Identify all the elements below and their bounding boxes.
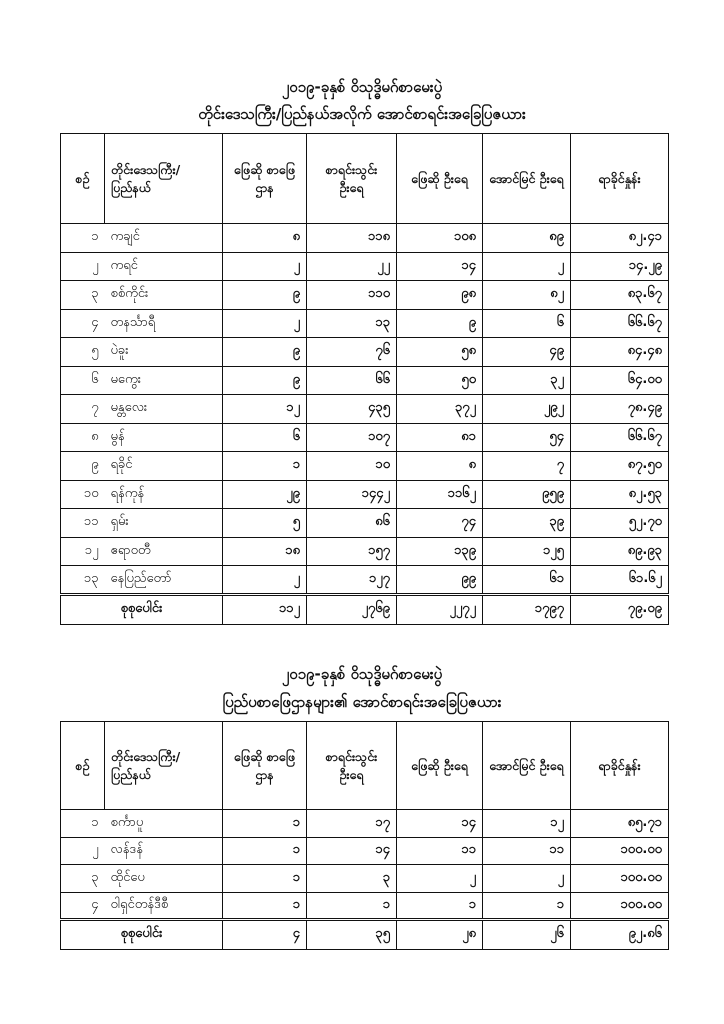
cell-sat: ၅၈ <box>397 338 483 367</box>
table-row <box>61 865 669 893</box>
table2 <box>60 721 669 950</box>
cell-registered: ၁၃ <box>307 309 397 338</box>
table-row <box>61 338 669 367</box>
header-percent: ရာခိုင်နှုန်း <box>571 134 669 224</box>
row-number: ၄ <box>61 309 105 338</box>
cell-percent: ၈၂.၄၁ <box>571 224 669 253</box>
header-region: တိုင်းဒေသကြီး/ ပြည်နယ် <box>105 134 223 224</box>
cell-registered: ၁၄၄၂ <box>307 480 397 509</box>
cell-sat: ၉ <box>397 309 483 338</box>
cell-sat: ၁၁၆၂ <box>397 480 483 509</box>
table2-title-line1: ၂၀၁၉-ခုနှစ် ဝိသုဒ္ဓိမဂ်စာမေးပွဲ <box>281 665 443 683</box>
table-row <box>61 537 669 566</box>
cell-percent: ၁၄.၂၉ <box>571 252 669 281</box>
cell-centers: ၁၈ <box>223 537 307 566</box>
region-name: မန္တလေး <box>105 395 223 424</box>
table-row <box>61 480 669 509</box>
total-passed: ၂၆ <box>483 920 571 950</box>
header-region: တိုင်းဒေသကြီး/ ပြည်နယ် <box>105 722 223 810</box>
region-name: လန်ဒန် <box>105 837 223 865</box>
cell-passed: ၄၉ <box>483 338 571 367</box>
cell-percent: ၁၀၀.၀၀ <box>571 837 669 865</box>
header-sat: ဖြေဆို ဦးရေ <box>397 134 483 224</box>
cell-passed: ၉၅၉ <box>483 480 571 509</box>
cell-centers: ၂ <box>223 252 307 281</box>
total-sat: ၂၈ <box>397 920 483 950</box>
cell-sat: ၈၁ <box>397 423 483 452</box>
cell-centers: ၁ <box>223 452 307 481</box>
region-name: ကချင် <box>105 224 223 253</box>
cell-percent: ၆၄.၀၀ <box>571 366 669 395</box>
table2-title-line2: ပြည်ပစာဖြေဌာနများ၏ အောင်စာရင်းအခြေပြဇယား <box>222 693 502 711</box>
table1-header-row <box>61 134 669 224</box>
region-name: မွန် <box>105 423 223 452</box>
cell-passed: ၂၉၂ <box>483 395 571 424</box>
row-number: ၁၂ <box>61 537 105 566</box>
cell-registered: ၈၆ <box>307 509 397 538</box>
region-name: နေပြည်တော် <box>105 566 223 595</box>
table2-header-row <box>61 722 669 810</box>
cell-centers: ၁ <box>223 810 307 838</box>
cell-registered: ၁၂၇ <box>307 566 397 595</box>
row-number: ၃ <box>61 865 105 893</box>
cell-percent: ၈၃.၆၇ <box>571 281 669 310</box>
cell-registered: ၁၁၀ <box>307 281 397 310</box>
header-registered: စာရင်းသွင်း ဦးရေ <box>307 722 397 810</box>
row-number: ၃ <box>61 281 105 310</box>
table-row <box>61 509 669 538</box>
table-row <box>61 224 669 253</box>
region-name: စစ်ကိုင်း <box>105 281 223 310</box>
cell-sat: ၅၀ <box>397 366 483 395</box>
table-row <box>61 309 669 338</box>
row-number: ၁၁ <box>61 509 105 538</box>
total-percent: ၇၉.၀၉ <box>571 594 669 625</box>
cell-centers: ၉ <box>223 366 307 395</box>
cell-registered: ၁၀၇ <box>307 423 397 452</box>
total-row <box>61 594 669 625</box>
cell-sat: ၁ <box>397 892 483 920</box>
cell-centers: ၉ <box>223 281 307 310</box>
table1 <box>60 133 669 625</box>
cell-registered: ၁ <box>307 892 397 920</box>
row-number: ၉ <box>61 452 105 481</box>
table-row <box>61 366 669 395</box>
region-name: ဧရာဝတီ <box>105 537 223 566</box>
header-centers: ဖြေဆို စာဖြေ ဌာန <box>223 134 307 224</box>
cell-registered: ၃ <box>307 865 397 893</box>
cell-sat: ၁၀၈ <box>397 224 483 253</box>
row-number: ၂ <box>61 252 105 281</box>
row-number: ၄ <box>61 892 105 920</box>
total-registered: ၃၅ <box>307 920 397 950</box>
cell-passed: ၅၄ <box>483 423 571 452</box>
header-no: စဉ် <box>61 722 105 810</box>
cell-registered: ၆၆ <box>307 366 397 395</box>
header-percent: ရာခိုင်နှုန်း <box>571 722 669 810</box>
cell-sat: ၂ <box>397 865 483 893</box>
total-sat: ၂၂၇၂ <box>397 594 483 625</box>
row-number: ၈ <box>61 423 105 452</box>
cell-sat: ၁၄ <box>397 252 483 281</box>
header-passed: အောင်မြင် ဦးရေ <box>483 722 571 810</box>
table1-title-line1: ၂၀၁၉-ခုနှစ် ဝိသုဒ္ဓိမဂ်စာမေးပွဲ <box>281 78 443 96</box>
cell-sat: ၇၄ <box>397 509 483 538</box>
cell-passed: ၆၁ <box>483 566 571 595</box>
table-row <box>61 281 669 310</box>
total-passed: ၁၇၉၇ <box>483 594 571 625</box>
table-row <box>61 892 669 920</box>
cell-sat: ၁၃၉ <box>397 537 483 566</box>
table-row <box>61 252 669 281</box>
total-centers: ၄ <box>223 920 307 950</box>
cell-percent: ၁၀၀.၀၀ <box>571 865 669 893</box>
cell-centers: ၁ <box>223 865 307 893</box>
cell-centers: ၅ <box>223 509 307 538</box>
table-row <box>61 810 669 838</box>
cell-percent: ၈၄.၄၈ <box>571 338 669 367</box>
total-registered: ၂၇၆၉ <box>307 594 397 625</box>
table-row <box>61 837 669 865</box>
table-row <box>61 566 669 595</box>
cell-percent: ၇၈.၄၉ <box>571 395 669 424</box>
region-name: တနင်္သာရီ <box>105 309 223 338</box>
total-percent: ၉၂.၈၆ <box>571 920 669 950</box>
total-centers: ၁၁၂ <box>223 594 307 625</box>
region-name: ပဲခူး <box>105 338 223 367</box>
cell-registered: ၂၂ <box>307 252 397 281</box>
cell-percent: ၆၁.၆၂ <box>571 566 669 595</box>
row-number: ၇ <box>61 395 105 424</box>
cell-percent: ၈၂.၅၃ <box>571 480 669 509</box>
cell-sat: ၈ <box>397 452 483 481</box>
cell-registered: ၁၀ <box>307 452 397 481</box>
cell-percent: ၈၅.၇၁ <box>571 810 669 838</box>
cell-passed: ၂ <box>483 252 571 281</box>
cell-passed: ၇ <box>483 452 571 481</box>
cell-registered: ၄၃၅ <box>307 395 397 424</box>
cell-passed: ၈၉ <box>483 224 571 253</box>
cell-passed: ၈၂ <box>483 281 571 310</box>
cell-registered: ၁၁၈ <box>307 224 397 253</box>
region-name: ကရင် <box>105 252 223 281</box>
cell-percent: ၁၀၀.၀၀ <box>571 892 669 920</box>
table-row <box>61 423 669 452</box>
row-number: ၅ <box>61 338 105 367</box>
cell-centers: ၁၂ <box>223 395 307 424</box>
cell-centers: ၂ <box>223 309 307 338</box>
cell-registered: ၁၄ <box>307 837 397 865</box>
table-row <box>61 452 669 481</box>
row-number: ၆ <box>61 366 105 395</box>
row-number: ၁ <box>61 224 105 253</box>
header-sat: ဖြေဆို ဦးရေ <box>397 722 483 810</box>
cell-passed: ၁၂၅ <box>483 537 571 566</box>
region-name: ထိုင်ပေ <box>105 865 223 893</box>
cell-registered: ၁၇ <box>307 810 397 838</box>
cell-registered: ၁၅၇ <box>307 537 397 566</box>
cell-passed: ၁ <box>483 892 571 920</box>
cell-sat: ၁၁ <box>397 837 483 865</box>
region-name: စင်္ကာပူ <box>105 810 223 838</box>
cell-percent: ၆၆.၆၇ <box>571 309 669 338</box>
table-row <box>61 395 669 424</box>
cell-centers: ၈ <box>223 224 307 253</box>
row-number: ၁ <box>61 810 105 838</box>
region-name: ဝါရှင်တန်ဒီစီ <box>105 892 223 920</box>
cell-passed: ၁၁ <box>483 837 571 865</box>
cell-centers: ၉ <box>223 338 307 367</box>
row-number: ၂ <box>61 837 105 865</box>
row-number: ၁၃ <box>61 566 105 595</box>
cell-centers: ၁ <box>223 837 307 865</box>
cell-passed: ၃၂ <box>483 366 571 395</box>
header-no: စဉ် <box>61 134 105 224</box>
cell-centers: ၂ <box>223 566 307 595</box>
cell-percent: ၆၆.၆၇ <box>571 423 669 452</box>
total-row <box>61 920 669 950</box>
total-label: စုစုပေါင်း <box>61 594 223 625</box>
cell-percent: ၅၂.၇၀ <box>571 509 669 538</box>
region-name: မကွေး <box>105 366 223 395</box>
cell-centers: ၆ <box>223 423 307 452</box>
header-passed: အောင်မြင် ဦးရေ <box>483 134 571 224</box>
cell-sat: ၃၇၂ <box>397 395 483 424</box>
cell-sat: ၉၈ <box>397 281 483 310</box>
header-registered: စာရင်းသွင်း ဦးရေ <box>307 134 397 224</box>
cell-registered: ၇၆ <box>307 338 397 367</box>
cell-sat: ၁၄ <box>397 810 483 838</box>
cell-passed: ၁၂ <box>483 810 571 838</box>
region-name: ရခိုင် <box>105 452 223 481</box>
cell-passed: ၂ <box>483 865 571 893</box>
total-label: စုစုပေါင်း <box>61 920 223 950</box>
cell-percent: ၈၉.၉၃ <box>571 537 669 566</box>
cell-centers: ၂၉ <box>223 480 307 509</box>
row-number: ၁၀ <box>61 480 105 509</box>
cell-passed: ၆ <box>483 309 571 338</box>
cell-centers: ၁ <box>223 892 307 920</box>
cell-percent: ၈၇.၅၀ <box>571 452 669 481</box>
header-centers: ဖြေဆို စာဖြေ ဌာန <box>223 722 307 810</box>
region-name: ရန်ကုန် <box>105 480 223 509</box>
table1-title-line2: တိုင်းဒေသကြီး/ပြည်နယ်အလိုက် အောင်စာရင်းအခြေပြဇယား <box>198 105 526 123</box>
region-name: ရှမ်း <box>105 509 223 538</box>
cell-passed: ၃၉ <box>483 509 571 538</box>
cell-sat: ၉၉ <box>397 566 483 595</box>
